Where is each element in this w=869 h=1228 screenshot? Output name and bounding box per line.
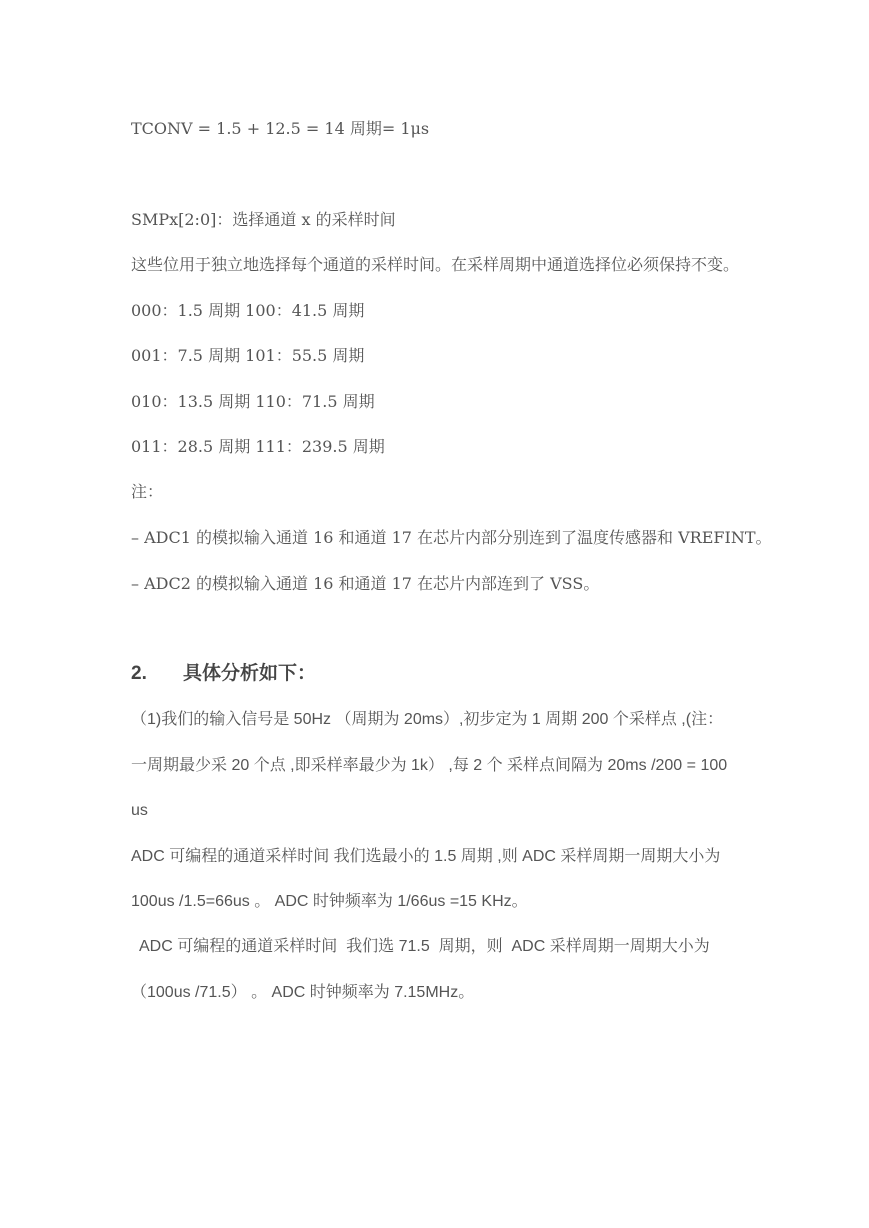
- note-label: 注：: [131, 484, 164, 501]
- analysis-line: （1)我们的输入信号是 50Hz （周期为 20ms）,初步定为 1 周期 200 个采样点 ,(注：: [131, 711, 724, 728]
- smp-row: 010：13.5 周期 110：71.5 周期: [131, 392, 375, 411]
- note-item: – ADC1 的模拟输入通道 16 和通道 17 在芯片内部分别连到了温度传感器和 VREFINT。: [131, 528, 772, 547]
- analysis-line: （100us /71.5） 。 ADC 时钟频率为 7.15MHz。: [131, 984, 475, 1001]
- section-title: 具体分析如下：: [183, 663, 317, 684]
- smp-row: 011：28.5 周期 111：239.5 周期: [131, 437, 385, 456]
- tconv-formula: TCONV = 1.5 + 12.5 = 14 周期= 1μs: [131, 119, 430, 138]
- smp-description: 这些位用于独立地选择每个通道的采样时间。在采样周期中通道选择位必须保持不变。: [131, 257, 740, 274]
- smp-row: 000：1.5 周期 100：41.5 周期: [131, 301, 365, 320]
- analysis-line: us: [131, 802, 148, 819]
- analysis-line: 一周期最少采 20 个点 ,即采样率最少为 1k） ,每 2 个 采样点间隔为 20ms /200 = 100: [131, 757, 728, 774]
- analysis-line: ADC 可编程的通道采样时间 我们选最小的 1.5 周期 ,则 ADC 采样周期一周期大小为: [131, 848, 721, 865]
- analysis-line: ADC 可编程的通道采样时间 我们选 71.5 周期，则 ADC 采样周期一周期大小为: [131, 938, 710, 955]
- smp-title: SMPx[2:0]：选择通道 x 的采样时间: [131, 210, 396, 229]
- note-item: – ADC2 的模拟输入通道 16 和通道 17 在芯片内部连到了 VSS。: [131, 574, 600, 593]
- section-heading: [131, 662, 316, 686]
- section-number: 2.: [131, 663, 147, 684]
- analysis-line: 100us /1.5=66us 。 ADC 时钟频率为 1/66us =15 KHz。: [131, 893, 528, 910]
- smp-row: 001：7.5 周期 101：55.5 周期: [131, 346, 365, 365]
